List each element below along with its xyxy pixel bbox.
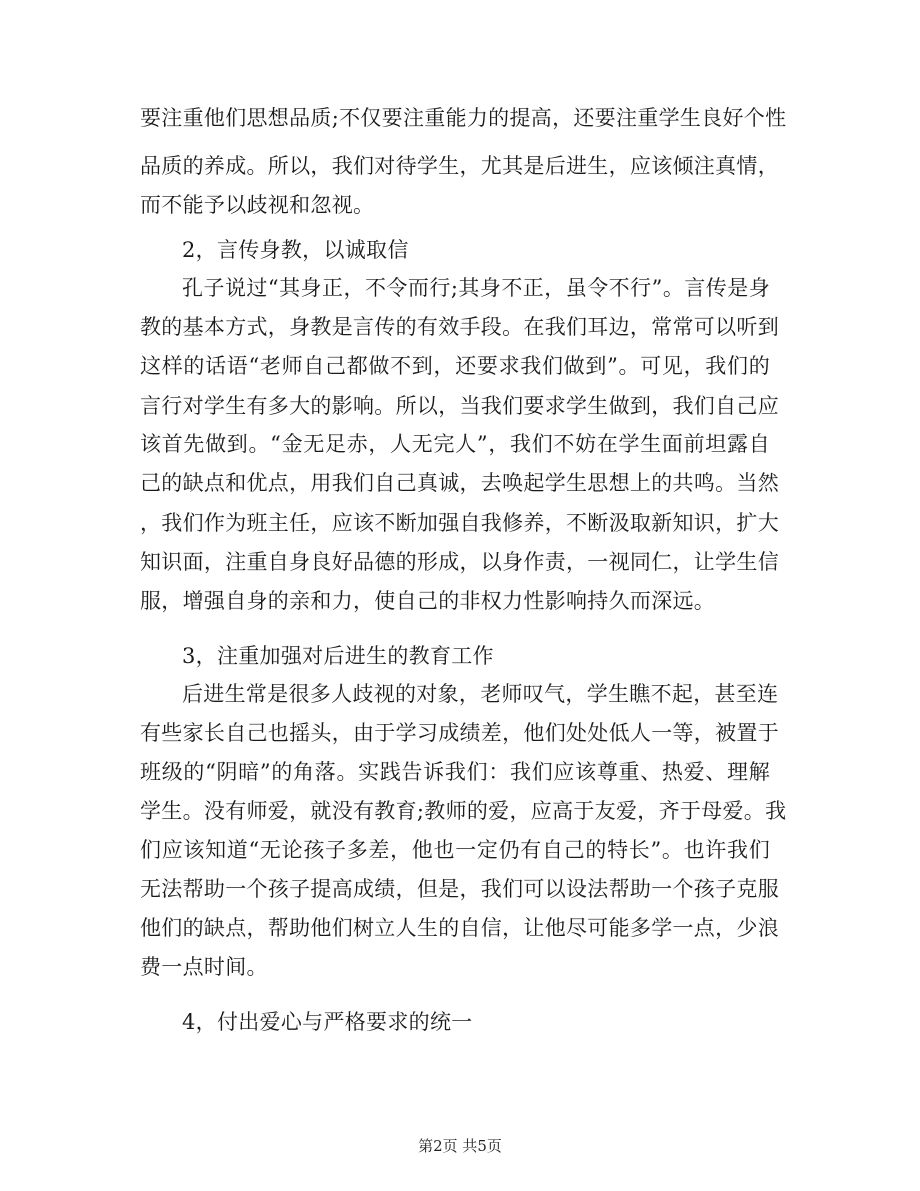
body-text-line: 他们的缺点，帮助他们树立人生的自信，让他尽可能多学一点，少浪: [140, 916, 779, 940]
body-text-line: 知识面，注重自身良好品德的形成，以身作责，一视同仁，让学生信: [140, 550, 779, 574]
section-heading: 4，付出爱心与严格要求的统一: [182, 1010, 473, 1034]
section-heading: 2，言传身教，以诚取信: [182, 238, 409, 262]
body-text-line: 己的缺点和优点，用我们自己真诚，去唤起学生思想上的共鸣。当然: [140, 471, 779, 495]
body-text-line: 班级的“阴暗”的角落。实践告诉我们：我们应该尊重、热爱、理解: [140, 760, 770, 784]
body-text-line: 孔子说过“其身正，不令而行;其身不正，虽令不行”。言传是身: [182, 276, 770, 300]
body-text-line: 学生。没有师爱，就没有教育;教师的爱，应高于友爱，齐于母爱。我: [140, 799, 787, 823]
body-text-line: 而不能予以歧视和忽视。: [140, 193, 375, 217]
body-text-line: 言行对学生有多大的影响。所以，当我们要求学生做到，我们自己应: [140, 394, 779, 418]
body-text-line: 要注重他们思想品质;不仅要注重能力的提高，还要注重学生良好个性: [140, 106, 787, 130]
body-text-line: ，我们作为班主任，应该不断加强自我修养，不断汲取新知识，扩大: [140, 511, 779, 535]
body-text-line: 该首先做到。“金无足赤，人无完人”，我们不妨在学生面前坦露自: [140, 432, 770, 456]
body-text-line: 有些家长自己也摇头，由于学习成绩差，他们处处低人一等，被置于: [140, 721, 779, 745]
body-text-line: 教的基本方式，身教是言传的有效手段。在我们耳边，常常可以听到: [140, 315, 779, 339]
body-text-line: 服，增强自身的亲和力，使自己的非权力性影响持久而深远。: [140, 589, 716, 613]
page-number-footer: 第2页 共5页: [418, 1137, 502, 1155]
section-heading: 3，注重加强对后进生的教育工作: [182, 644, 494, 668]
body-text-line: 费一点时间。: [140, 955, 268, 979]
body-text-line: 后进生常是很多人歧视的对象，老师叹气，学生瞧不起，甚至连: [182, 682, 779, 706]
body-text-line: 们应该知道“无论孩子多差，他也一定仍有自己的特长”。也许我们: [140, 838, 770, 862]
body-text-line: 无法帮助一个孩子提高成绩，但是，我们可以设法帮助一个孩子克服: [140, 877, 779, 901]
body-text-line: 这样的话语“老师自己都做不到，还要求我们做到”。可见，我们的: [140, 354, 770, 378]
body-text-line: 品质的养成。所以，我们对待学生，尤其是后进生，应该倾注真情，: [140, 154, 779, 178]
